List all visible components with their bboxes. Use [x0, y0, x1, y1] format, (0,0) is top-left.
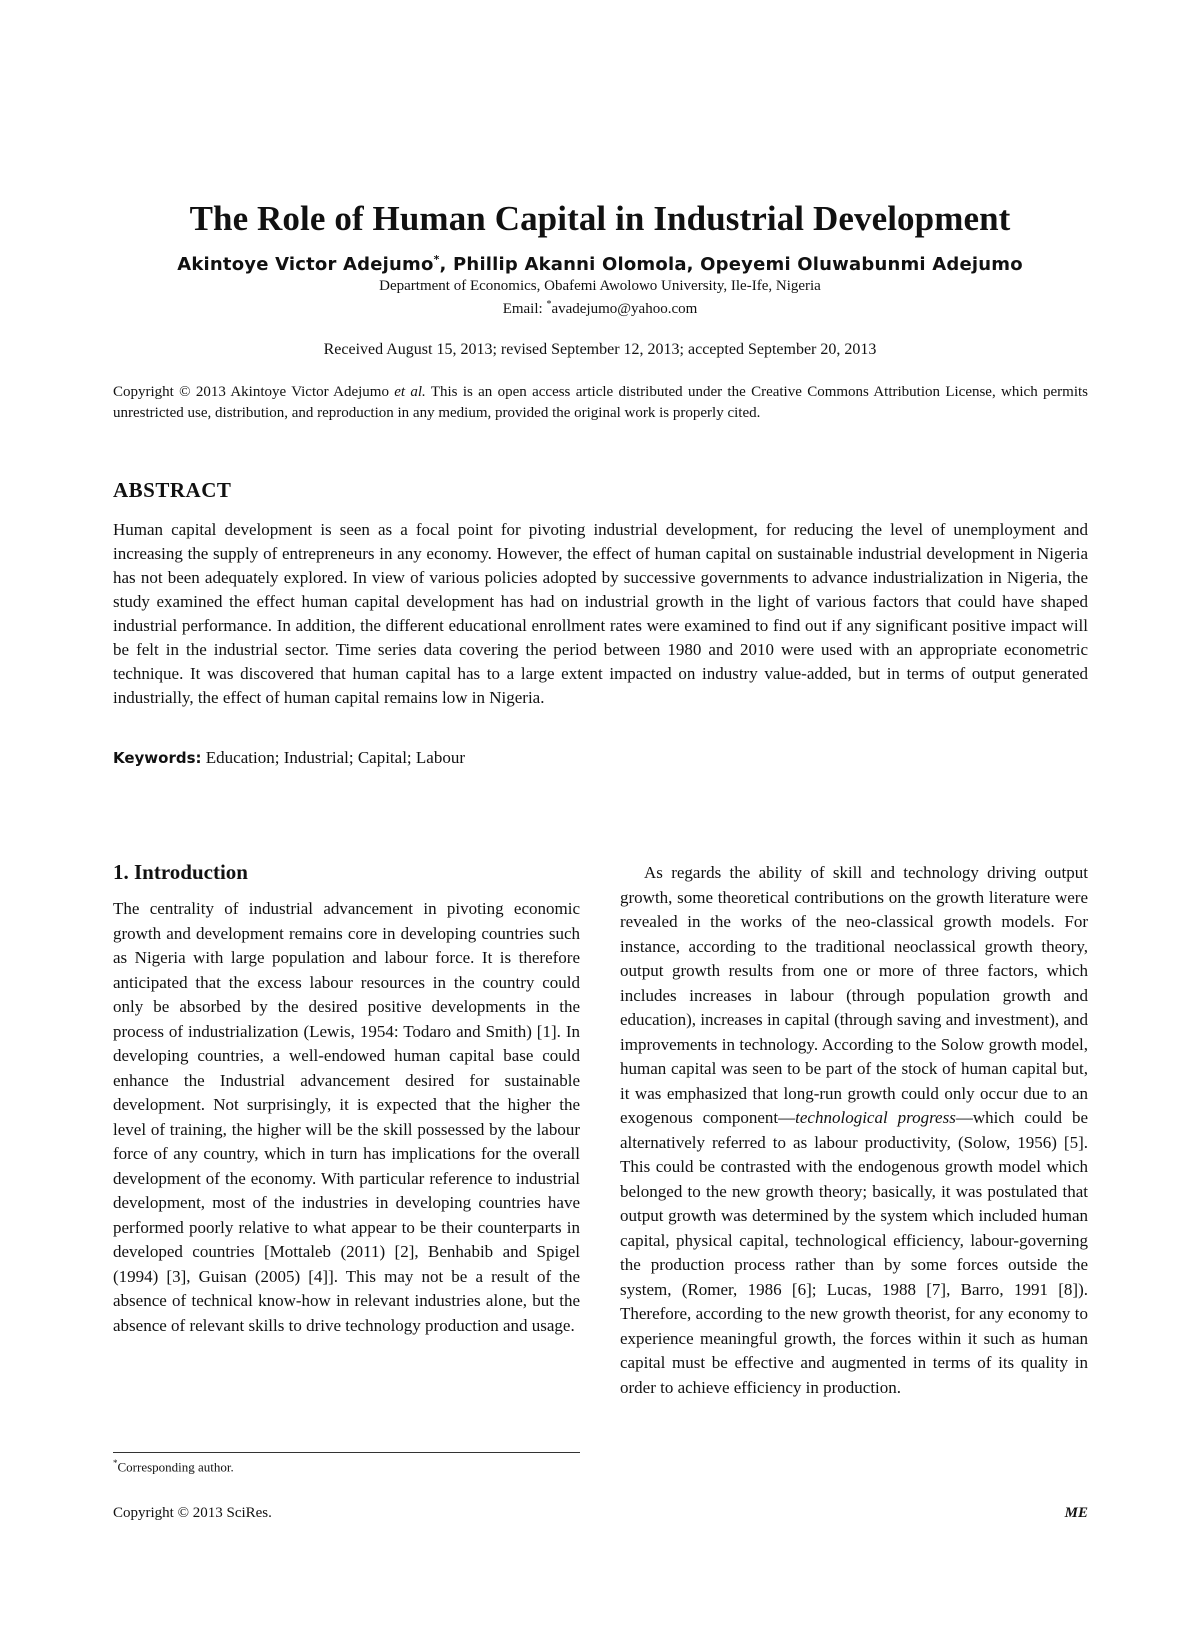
footnote-mark: * [113, 1458, 118, 1468]
copyright-text-start: Copyright © 2013 Akintoye Victor Adejumo [113, 384, 395, 400]
keywords-list: Education; Industrial; Capital; Labour [201, 748, 465, 767]
section-heading-introduction: 1. Introduction [113, 860, 248, 884]
corresponding-mark: * [433, 253, 440, 266]
intro-paragraph-2-part-a: As regards the ability of skill and technology driving output growth, some theoretical contributions on the growth literature were revealed in the works of the neo-classical growth models. For instance, according to the traditional neoclassical growth theory, output growth results from one or more of three factors, which includes increases in labour (through population growth and education), increases in capital (through saving and investment), and improvements in technology. According to the Solow growth model, human capital was seen to be part of the stock of human capital but, it was emphasized that long-run growth could only occur due to an exogenous component— [620, 863, 1088, 1127]
abstract-heading: ABSTRACT [113, 478, 232, 502]
author-list [0, 253, 1200, 275]
email-mark: * [546, 299, 552, 310]
right-column [620, 861, 1088, 1400]
intro-paragraph-2 [620, 861, 1088, 1400]
received-dates: Received August 15, 2013; revised September 12, 2013; accepted September 20, 2013 [323, 341, 877, 358]
intro-paragraph-1: The centrality of industrial advancement in pivoting economic growth and development remains core in developing countries such as Nigeria with large population and labour force. It is therefore anticipated that the excess labour resources in the country could only be absorbed by the desired positive developments in the process of industrialization (Lewis, 1954: Todaro and Smith) [1]. In developing countries, a well-endowed human capital base could enhance the Industrial advancement desired for sustainable development. Not surprisingly, it is expected that the higher the level of training, the higher will be the skill possessed by the labour force of any country, which in turn has implications for the overall development of the economy. With particular reference to industrial development, most of the industries in developing countries have performed poorly relative to what appear to be their counterparts in developed countries [Mottaleb (2011) [2], Benhabib and Spigel (1994) [3], Guisan (2005) [4]]. This may not be a result of the absence of technical know-how in relevant industries alone, but the absence of relevant skills to drive technology production and usage. [113, 899, 580, 1335]
footer-copyright: Copyright © 2013 SciRes. [113, 1505, 272, 1521]
footnote-text: Corresponding author. [117, 1459, 234, 1475]
intro-paragraph-2-emphasis: technological progress [795, 1108, 956, 1127]
copyright-text-end: This is an open access article distributed under the Creative Commons Attribution License, which permits unrestricted use, distribution, and reproduction in any medium, provided the original work is properly cited. [113, 384, 1088, 421]
copyright-notice [113, 382, 1088, 424]
keywords-line [113, 748, 465, 768]
email-label: Email: [502, 301, 547, 317]
other-authors: , Phillip Akanni Olomola, Opeyemi Oluwabunmi Adejumo [439, 254, 1023, 275]
affiliation: Department of Economics, Obafemi Awolowo University, Ile-Ife, Nigeria [379, 278, 821, 294]
keywords-label: Keywords: [113, 749, 202, 767]
copyright-et-al: et al. [394, 384, 426, 400]
intro-paragraph-2-part-b: —which could be alternatively referred to as labour productivity, (Solow, 1956) [5]. This could be contrasted with the endogenous growth model which belonged to the new growth theory; basically, it was postulated that output growth was determined by the system which included human capital, physical capital, technological efficiency, labour-governing the production process rather than by some forces outside the system, (Romer, 1986 [6]; Lucas, 1988 [7], Barro, 1991 [8]). Therefore, according to the new growth theorist, for any economy to experience meaningful growth, the forces within it such as human capital must be effective and augmented in terms of its quality in order to achieve efficiency in production. [620, 1108, 1089, 1397]
footer-journal-abbrev: ME [1064, 1505, 1088, 1521]
email-address: avadejumo@yahoo.com [551, 301, 698, 317]
email-line [0, 299, 1200, 318]
footnote-divider [113, 1452, 580, 1453]
paper-title: The Role of Human Capital in Industrial Development [189, 199, 1011, 238]
left-column [113, 860, 580, 1338]
abstract-body: Human capital development is seen as a focal point for pivoting industrial development, for reducing the level of unemployment and increasing the supply of entrepreneurs in any economy. However, the effect of human capital on sustainable industrial development in Nigeria has not been adequately explored. In view of various policies adopted by successive governments to advance industrialization in Nigeria, the study examined the effect human capital development has had on industrial growth in the light of various factors that could have shaped industrial performance. In addition, the different educational enrollment rates were examined to find out if any significant positive impact will be felt in the industrial sector. Time series data covering the period between 1980 and 2010 were used with an appropriate econometric technique. It was discovered that human capital has to a large extent impacted on industry value-added, but in terms of output generated industrially, the effect of human capital remains low in Nigeria. [113, 520, 1088, 707]
first-author: Akintoye Victor Adejumo [177, 254, 434, 275]
footnote [113, 1458, 234, 1475]
